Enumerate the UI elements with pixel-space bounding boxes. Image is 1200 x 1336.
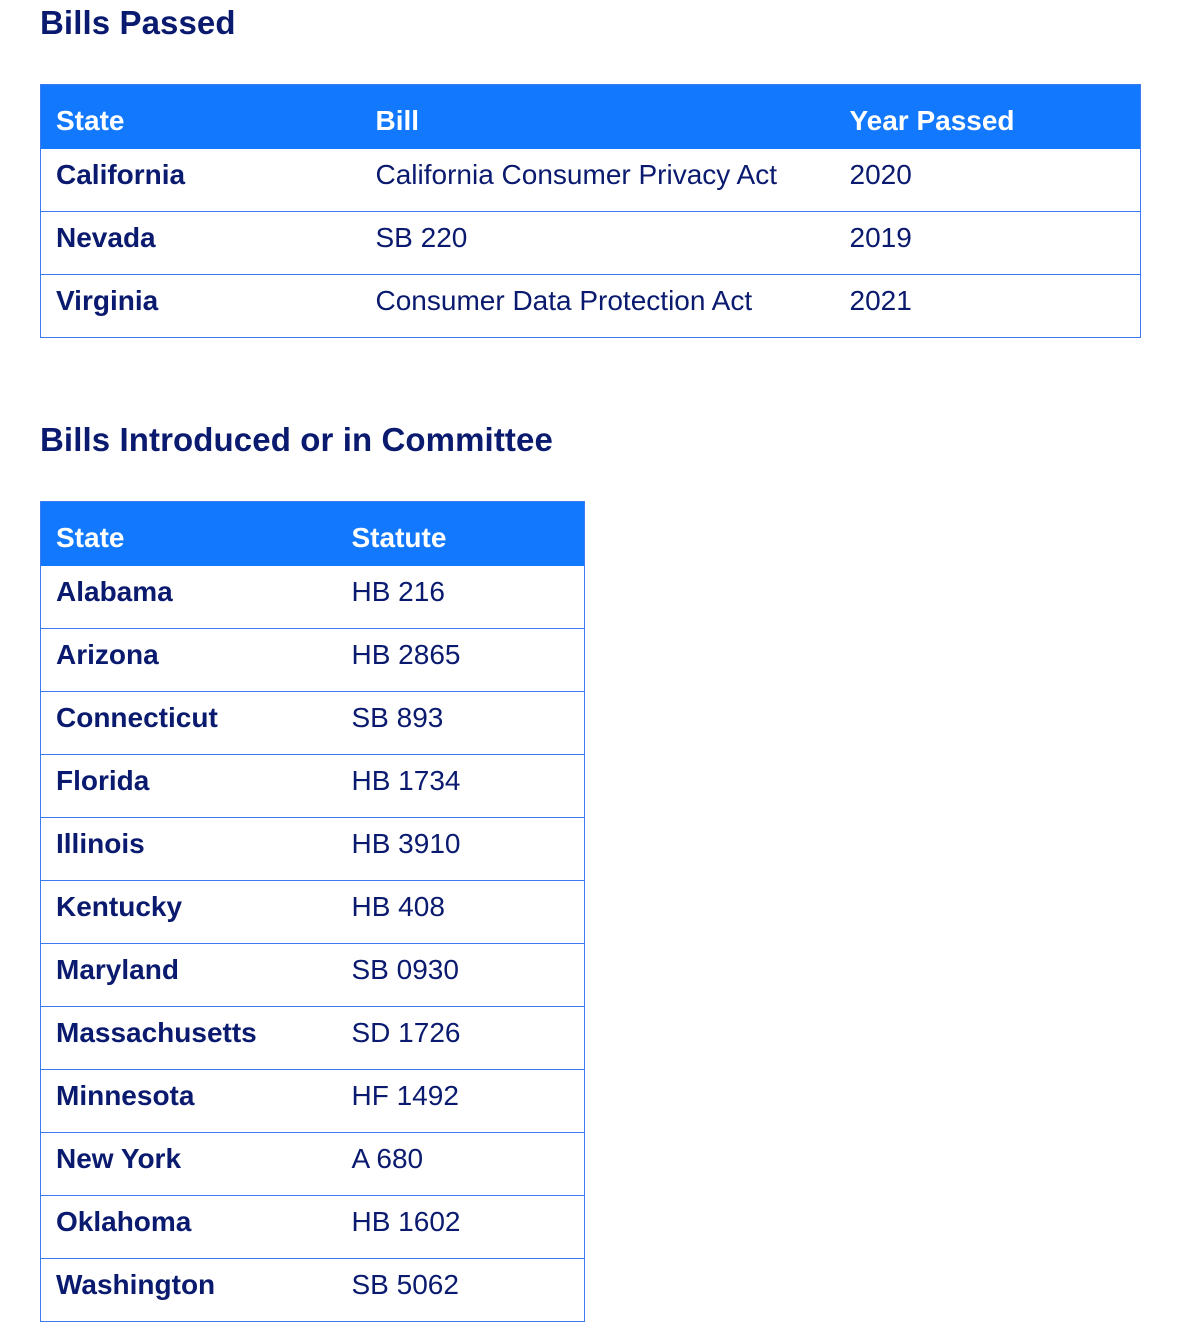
table-row — [41, 881, 585, 944]
column-header-year-passed: Year Passed — [835, 85, 1141, 149]
table-row — [41, 1133, 585, 1196]
statute-cell: A 680 — [337, 1133, 585, 1196]
statute-cell: SB 893 — [337, 692, 585, 755]
column-header-state: State — [41, 85, 361, 149]
statute-cell: SD 1726 — [337, 1007, 585, 1070]
state-cell: Connecticut — [41, 692, 337, 755]
state-cell: Maryland — [41, 944, 337, 1007]
table-row — [41, 692, 585, 755]
statute-cell: HB 408 — [337, 881, 585, 944]
state-cell: Massachusetts — [41, 1007, 337, 1070]
table-row — [41, 212, 1141, 275]
table-header-row — [41, 85, 1141, 149]
table-row — [41, 1196, 585, 1259]
state-cell: Nevada — [41, 212, 361, 275]
table-row — [41, 944, 585, 1007]
state-cell: Arizona — [41, 629, 337, 692]
state-cell: Alabama — [56, 575, 173, 607]
bills-passed-rows — [41, 149, 1141, 338]
statute-cell: SB 0930 — [337, 944, 585, 1007]
column-header-bill: Bill — [361, 85, 835, 149]
table-header-row — [41, 502, 585, 566]
state-cell: Washington — [41, 1259, 337, 1322]
bills-passed-table — [40, 84, 1141, 338]
table-row — [41, 629, 585, 692]
year-passed-cell: 2019 — [835, 212, 1141, 275]
column-header-state: State — [41, 502, 337, 566]
bills-introduced-rows — [41, 566, 585, 1322]
bills-introduced-title: Bills Introduced or in Committee — [40, 421, 553, 458]
bill-cell: SB 220 — [361, 212, 835, 275]
column-header-statute: Statute — [337, 502, 585, 566]
statute-cell: HB 1602 — [337, 1196, 585, 1259]
year-passed-cell: 2021 — [835, 275, 1141, 338]
table-row — [41, 818, 585, 881]
table-row — [41, 1070, 585, 1133]
bill-cell: California Consumer Privacy Act — [375, 158, 777, 190]
state-cell: Kentucky — [41, 881, 337, 944]
table-row — [41, 1007, 585, 1070]
statute-cell: HB 1734 — [337, 755, 585, 818]
state-cell: Virginia — [41, 275, 361, 338]
bills-passed-title: Bills Passed — [40, 4, 236, 41]
year-passed-cell: 2020 — [849, 158, 912, 190]
state-cell: Minnesota — [41, 1070, 337, 1133]
statute-cell: SB 5062 — [337, 1259, 585, 1322]
statute-cell: HB 2865 — [337, 629, 585, 692]
table-row — [41, 755, 585, 818]
state-cell: New York — [41, 1133, 337, 1196]
state-cell: Illinois — [41, 818, 337, 881]
table-row — [41, 1259, 585, 1322]
state-cell: Oklahoma — [41, 1196, 337, 1259]
table-row — [41, 149, 1141, 212]
bill-cell: Consumer Data Protection Act — [361, 275, 835, 338]
state-cell: Florida — [41, 755, 337, 818]
statute-cell: HF 1492 — [337, 1070, 585, 1133]
table-row — [41, 275, 1141, 338]
statute-cell: HB 3910 — [337, 818, 585, 881]
state-cell: California — [56, 158, 186, 190]
table-row — [41, 566, 585, 629]
statute-cell: HB 216 — [351, 575, 445, 607]
bills-introduced-table — [40, 501, 585, 1322]
